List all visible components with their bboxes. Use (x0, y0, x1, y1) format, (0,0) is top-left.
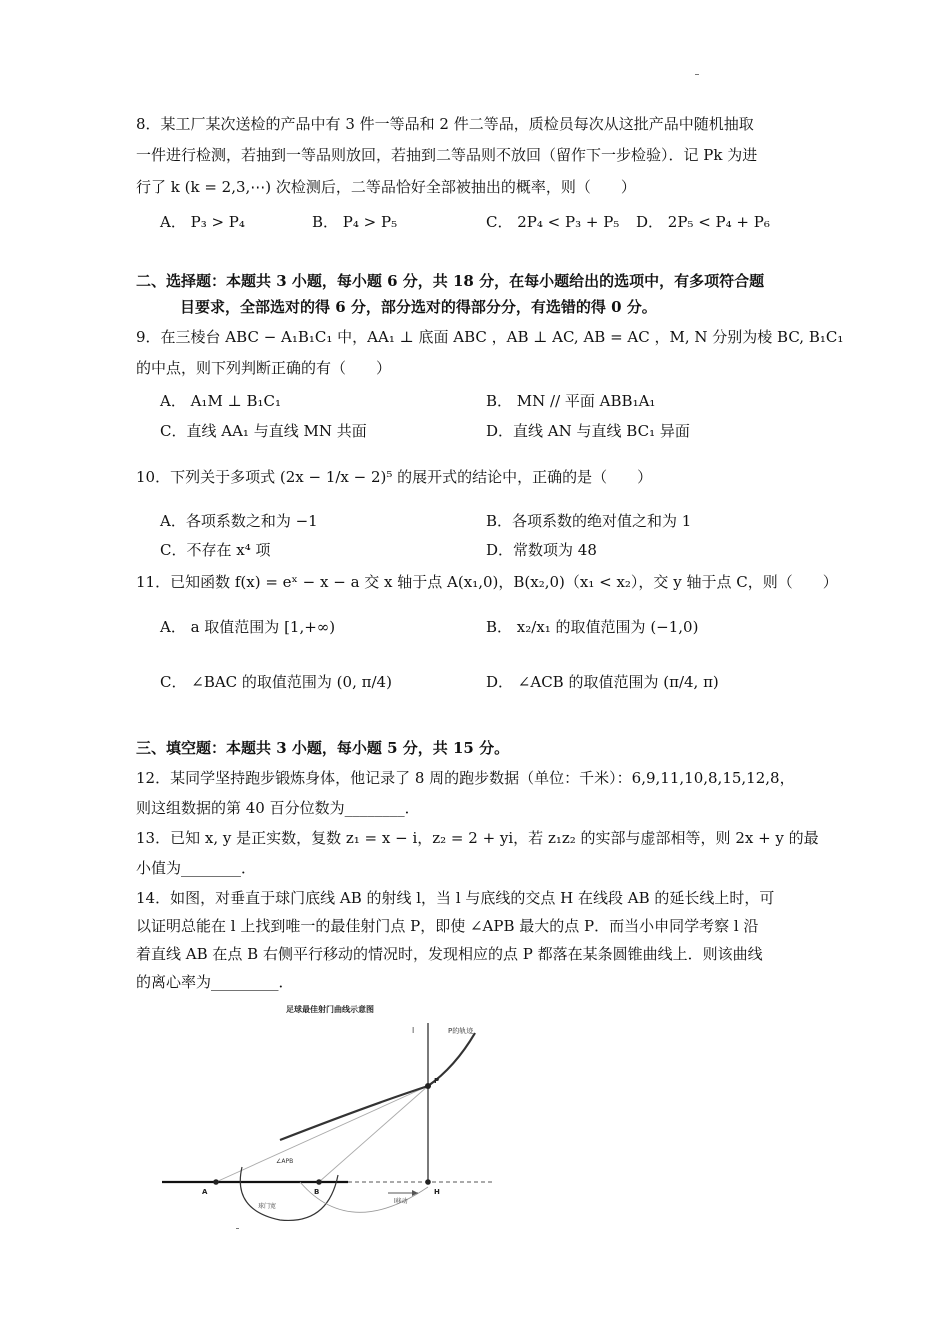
q13-line1: 13．已知 x, y 是正实数，复数 z₁ = x − i，z₂ = 2 + yi，若 z₁z₂ 的实部与虚部相等，则 2x + y 的最 (136, 829, 819, 847)
q8-option-d: D． 2P₅ < P₄ + P₆ (636, 213, 770, 231)
page-mark (695, 74, 699, 75)
q8-line2: 一件进行检测，若抽到一等品则放回，若抽到二等品则不放回（留作下一步检验）．记 Pk 为进 (136, 146, 758, 164)
segment-bp (319, 1086, 428, 1182)
section2-heading-line2: 目要求，全部选对的得 6 分，部分选对的得部分分，有选错的得 0 分。 (180, 298, 657, 316)
q8-option-b: B． P₄ > P₅ (312, 213, 398, 231)
q9-option-b: B． MN // 平面 ABB₁A₁ (486, 392, 656, 410)
goal-diagram (150, 995, 510, 1230)
q12-line1: 12．某同学坚持跑步锻炼身体，他记录了 8 周的跑步数据（单位：千米）：6,9,11,10,8,15,12,8， (136, 769, 795, 787)
point-b (316, 1179, 322, 1185)
label-b: B (314, 1188, 320, 1196)
page-mark-bottom (236, 1228, 239, 1229)
q14-line4: 的离心率为_________． (136, 973, 294, 991)
q10-option-a: A．各项系数之和为 −1 (160, 512, 318, 530)
q8-option-a: A． P₃ > P₄ (160, 213, 245, 231)
point-a (213, 1179, 219, 1185)
label-move: l移动 (394, 1198, 408, 1205)
q11-option-b: B． x₂/x₁ 的取值范围为 (−1,0) (486, 618, 699, 636)
q9-option-d: D．直线 AN 与直线 BC₁ 异面 (486, 422, 690, 440)
q11-option-a: A． a 取值范围为 [1,+∞) (160, 618, 336, 636)
q8-line3: 行了 k (k = 2,3,⋯) 次检测后，二等品恰好全部被抽出的概率，则（ ） (136, 178, 636, 196)
q11-option-c: C． ∠BAC 的取值范围为 (0, π/4) (160, 673, 392, 691)
q10-option-b: B．各项系数的绝对值之和为 1 (486, 512, 692, 530)
q14-line3: 着直线 AB 在点 B 右侧平行移动的情况时，发现相应的点 P 都落在某条圆锥曲线上．则该曲线 (136, 945, 763, 963)
q8-line1: 8．某工厂某次送检的产品中有 3 件一等品和 2 件二等品，质检员每次从这批产品中随机抽取 (136, 115, 754, 133)
q9-line2: 的中点，则下列判断正确的有（ ） (136, 359, 392, 377)
q14-line2: 以证明总能在 l 上找到唯一的最佳射门点 P，即使 ∠APB 最大的点 P．而当小申同学考察 l 沿 (136, 917, 759, 935)
q13-line2: 小值为________． (136, 859, 257, 877)
label-p: P (434, 1077, 440, 1085)
movement-arc (300, 1182, 428, 1212)
q9-line1: 9．在三棱台 ABC − A₁B₁C₁ 中，AA₁ ⊥ 底面 ABC ，AB ⊥ AC, AB = AC ，M, N 分别为棱 BC, B₁C₁ (136, 328, 844, 346)
q9-option-c: C．直线 AA₁ 与直线 MN 共面 (160, 422, 367, 440)
q10-option-d: D．常数项为 48 (486, 541, 597, 559)
q9-option-a: A． A₁M ⊥ B₁C₁ (160, 392, 281, 410)
q11-line1: 11．已知函数 f(x) = eˣ − x − a 交 x 轴于点 A(x₁,0)，B(x₂,0)（x₁ < x₂），交 y 轴于点 C，则（ ） (136, 573, 838, 591)
q8-option-c: C． 2P₄ < P₃ + P₅ (486, 213, 620, 231)
section3-heading: 三、填空题：本题共 3 小题，每小题 5 分，共 15 分。 (136, 739, 510, 757)
segment-ap (216, 1086, 428, 1182)
p-trajectory-curve (280, 1033, 475, 1140)
label-p-track: P的轨迹 (448, 1027, 474, 1035)
point-p (425, 1083, 431, 1089)
point-h (425, 1179, 431, 1185)
q12-line2: 则这组数据的第 40 百分位数为________． (136, 799, 420, 817)
figure-title: 足球最佳射门曲线示意图 (286, 1005, 374, 1014)
q11-option-d: D． ∠ACB 的取值范围为 (π/4, π) (486, 673, 719, 691)
label-h: H (434, 1188, 440, 1196)
label-goal-width: 球门宽 (258, 1203, 277, 1210)
label-angle: ∠APB (276, 1158, 294, 1165)
q10-option-c: C．不存在 x⁴ 项 (160, 541, 271, 559)
label-a: A (202, 1188, 208, 1196)
q14-line1: 14．如图，对垂直于球门底线 AB 的射线 l，当 l 与底线的交点 H 在线段 AB 的延长线上时，可 (136, 889, 775, 907)
label-l: l (412, 1026, 415, 1035)
q10-line1: 10．下列关于多项式 (2x − 1/x − 2)⁵ 的展开式的结论中，正确的是（ ） (136, 468, 653, 486)
section2-heading-line1: 二、选择题：本题共 3 小题，每小题 6 分，共 18 分，在每小题给出的选项中，有多项符合题 (136, 272, 765, 290)
circle-arc (240, 1167, 338, 1220)
